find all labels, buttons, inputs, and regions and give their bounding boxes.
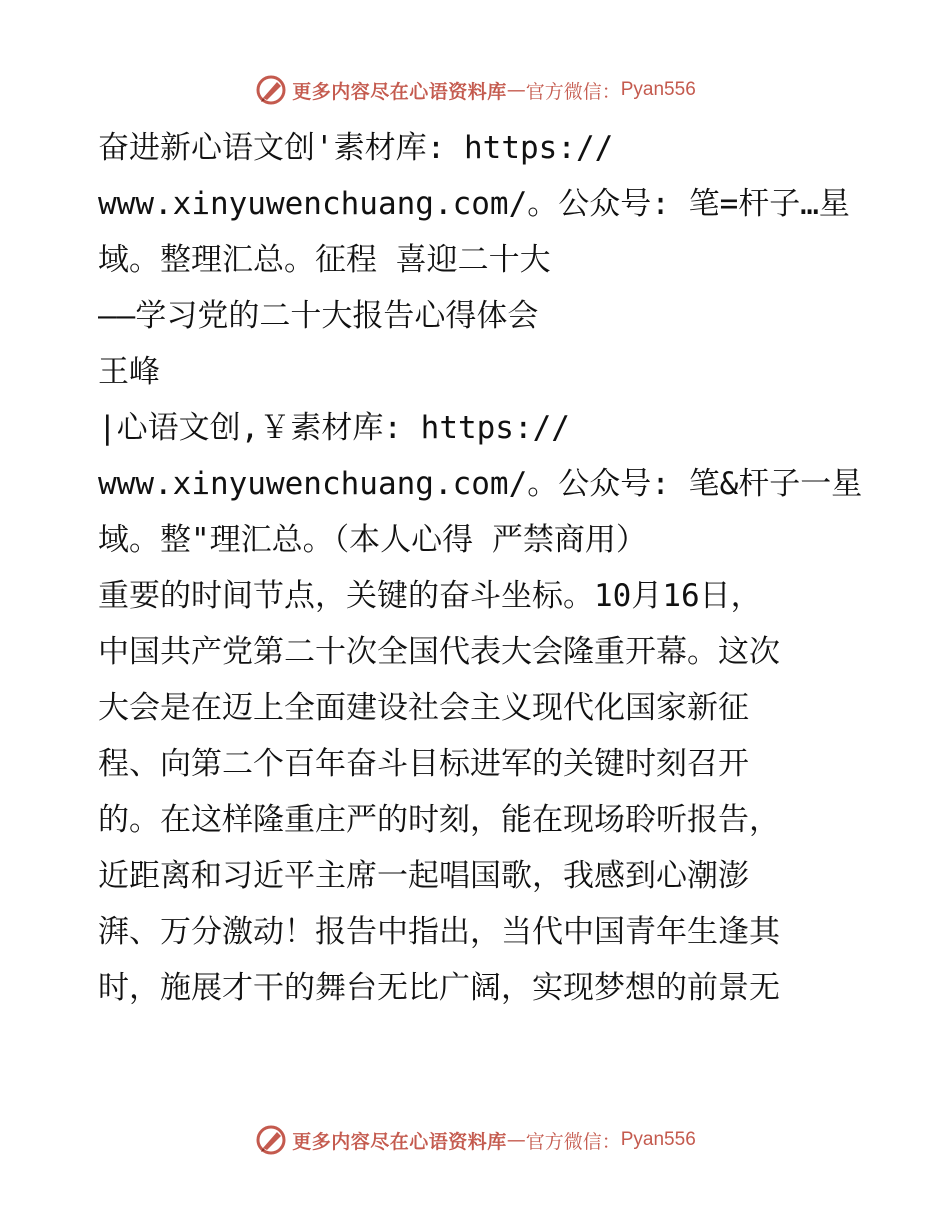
text-line: 域。整理汇总。征程 喜迎二十大: [98, 242, 551, 278]
document-body: [98, 120, 863, 1016]
header-watermark-banner: [0, 72, 950, 108]
text-line: www.xinyuwenchuang.com/。公众号: 笔=杆子…星: [98, 186, 850, 222]
paragraph-line: 的。在这样隆重庄严的时刻，能在现场聆听报告，: [98, 802, 780, 838]
paragraph-line: 程、向第二个百年奋斗目标进军的关键时刻召开: [98, 746, 749, 782]
author-line: 王峰: [98, 354, 160, 390]
paragraph-line: 大会是在迈上全面建设社会主义现代化国家新征: [98, 690, 749, 726]
paragraph-line: 中国共产党第二十次全国代表大会隆重开幕。这次: [98, 634, 780, 670]
subtitle-line: ——学习党的二十大报告心得体会: [98, 298, 539, 334]
footer-slogan: 更多内容尽在心语资料库: [292, 1130, 507, 1153]
pen-logo-icon: [254, 73, 288, 107]
header-slogan: 更多内容尽在心语资料库: [292, 80, 507, 103]
footer-watermark-banner: [0, 1122, 950, 1158]
paragraph-line: 湃、万分激动！报告中指出，当代中国青年生逢其: [98, 914, 780, 950]
pen-logo-icon: [254, 1123, 288, 1157]
footer-wechat-label: 官方微信：: [525, 1130, 621, 1153]
header-wechat-label: 官方微信：: [525, 80, 621, 103]
text-line: www.xinyuwenchuang.com/。公众号: 笔&杆子一星: [98, 466, 863, 502]
text-line: 域。整"理汇总。（本人心得 严禁商用）: [98, 522, 647, 558]
text-line: |心语文创,￥素材库: https://: [98, 410, 570, 446]
paragraph-line: 时，施展才干的舞台无比广阔，实现梦想的前景无: [98, 970, 780, 1006]
footer-wechat-id: Pyan556: [620, 1129, 696, 1150]
header-wechat-id: Pyan556: [620, 79, 696, 100]
footer-dash: —: [506, 1129, 526, 1151]
paragraph-line: 重要的时间节点，关键的奋斗坐标。10月16日，: [98, 578, 762, 614]
paragraph-line: 近距离和习近平主席一起唱国歌，我感到心潮澎: [98, 858, 749, 894]
header-dash: —: [506, 79, 526, 101]
text-line: 奋进新心语文创'素材库: https://: [98, 130, 614, 166]
